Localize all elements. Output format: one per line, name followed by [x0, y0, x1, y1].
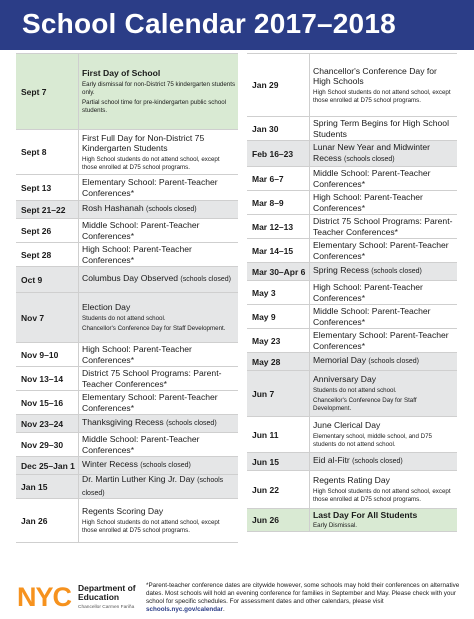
event-title: Elementary School: Parent-Teacher Conferences*	[82, 392, 218, 413]
event-title-line	[82, 302, 236, 313]
calendar-row	[16, 390, 238, 414]
closure-note: (schools closed)	[352, 458, 403, 466]
event-title-line	[82, 506, 236, 517]
event-title-line	[313, 66, 455, 87]
calendar-row	[247, 53, 457, 116]
event-title: Elementary School: Parent-Teacher Conferences*	[313, 330, 449, 351]
event-title: Elementary School: Parent-Teacher Conferences*	[82, 177, 218, 198]
event-title: Regents Scoring Day	[82, 506, 164, 517]
event-description	[309, 371, 457, 416]
event-title: Memorial Day	[313, 355, 367, 366]
event-date: Nov 7	[21, 312, 45, 323]
event-title-line	[313, 306, 455, 327]
event-description	[309, 471, 457, 508]
event-description	[309, 54, 457, 116]
event-title-line	[313, 216, 455, 237]
logo-line1: Department of	[78, 583, 136, 593]
left-column	[16, 53, 238, 543]
event-description	[78, 457, 238, 474]
header-banner	[0, 0, 474, 50]
calendar-row	[247, 370, 457, 416]
calendar-row	[247, 238, 457, 262]
event-date: May 28	[252, 356, 281, 367]
calendar-row	[16, 53, 238, 129]
event-title: Rosh Hashanah	[82, 203, 144, 214]
event-description	[78, 343, 238, 366]
calendar-row	[247, 262, 457, 280]
event-description	[309, 453, 457, 470]
event-title-line	[313, 168, 455, 189]
event-description	[309, 191, 457, 214]
event-title-line	[313, 118, 455, 139]
closure-note: (schools closed)	[82, 477, 224, 497]
logo-subtitle: Chancellor Carmen Fariña	[78, 605, 135, 610]
calendar-row	[247, 416, 457, 452]
event-date: Jan 15	[21, 481, 48, 492]
calendar-row	[16, 200, 238, 218]
event-date: Feb 16–23	[252, 148, 294, 159]
event-title-line	[313, 374, 455, 385]
event-description	[78, 130, 238, 174]
calendar-row	[16, 292, 238, 342]
event-title-line	[82, 244, 236, 265]
event-date: Jan 30	[252, 123, 279, 134]
closure-note: (schools closed)	[371, 268, 422, 276]
event-date: Mar 30–Apr 6	[252, 266, 306, 277]
calendar-row	[247, 166, 457, 190]
event-date: May 3	[252, 287, 276, 298]
event-date: Mar 12–13	[252, 221, 294, 232]
calendar-row	[247, 352, 457, 370]
calendar-row	[247, 304, 457, 328]
event-date: Jun 22	[252, 484, 279, 495]
event-description	[309, 417, 457, 452]
nyc-doe-logo	[17, 583, 143, 615]
event-title: District 75 School Programs: Parent-Teacher Conferences*	[313, 216, 453, 237]
event-title: Regents Rating Day	[313, 475, 390, 486]
event-title: High School: Parent-Teacher Conferences*	[313, 192, 423, 213]
closure-note: (schools closed)	[180, 276, 231, 284]
event-date: Mar 6–7	[252, 173, 284, 184]
event-title-line	[82, 434, 236, 455]
event-title-line	[82, 177, 236, 198]
calendar-row	[16, 474, 238, 498]
calendar-row	[16, 456, 238, 474]
event-note: High School students do not attend school, except those enrolled at D75 school programs.	[82, 518, 220, 534]
event-description	[78, 201, 238, 218]
calendar-row	[16, 498, 238, 543]
page-title: School Calendar 2017–2018	[22, 8, 396, 39]
event-description	[78, 391, 238, 414]
event-note: Elementary school, middle school, and D75 students do not attend school.	[313, 432, 433, 448]
event-description	[309, 167, 457, 190]
event-title-line	[82, 68, 236, 79]
event-description	[78, 293, 238, 342]
right-column	[247, 53, 457, 532]
event-date: Jun 26	[252, 515, 279, 525]
closure-note: (schools closed)	[146, 206, 197, 214]
event-note: Early dismissal for non-District 75 kindergarten students only.	[82, 80, 236, 96]
event-date: Sept 8	[21, 147, 47, 157]
event-title-line	[82, 203, 236, 216]
event-description	[309, 117, 457, 140]
event-date: Nov 23–24	[21, 418, 64, 429]
event-date: Nov 9–10	[21, 349, 59, 360]
calendar-row	[16, 218, 238, 242]
event-description	[309, 305, 457, 328]
event-description	[78, 367, 238, 390]
event-title: Anniversary Day	[313, 374, 377, 385]
event-date: Nov 15–16	[21, 397, 64, 408]
event-description	[309, 509, 457, 531]
event-title: Spring Recess	[313, 265, 369, 276]
calendar-row	[16, 366, 238, 390]
nyc-logo-mark: NYC	[17, 582, 72, 612]
event-title: Lunar New Year and Midwinter Recess	[313, 142, 431, 163]
event-note: High School students do not attend school, except those enrolled at D75 school programs.	[82, 155, 220, 171]
calendar-link[interactable]: schools.nyc.gov/calendar	[146, 606, 223, 614]
event-title-line	[82, 368, 236, 389]
event-description	[309, 141, 457, 166]
event-description	[78, 54, 238, 129]
event-title: Middle School: Parent-Teacher Conferences*	[82, 220, 200, 241]
footer	[0, 578, 474, 619]
event-note: Students do not attend school.	[313, 386, 397, 394]
calendar-row	[16, 174, 238, 200]
event-title: Thanksgiving Recess	[82, 417, 164, 428]
event-description	[78, 243, 238, 266]
event-description	[78, 499, 238, 542]
event-date: Mar 14–15	[252, 245, 294, 256]
event-description	[78, 415, 238, 432]
event-title-line	[313, 282, 455, 303]
event-date: Sept 7	[21, 86, 47, 97]
event-title-line	[313, 142, 455, 165]
event-description	[309, 239, 457, 262]
event-title: High School: Parent-Teacher Conferences*	[82, 244, 192, 265]
event-date: Sept 26	[21, 225, 52, 236]
event-title: June Clerical Day	[313, 420, 381, 431]
event-note: High School students do not attend school, except those enrolled at D75 school programs.	[313, 88, 451, 104]
event-title-line	[313, 355, 455, 368]
event-date: May 23	[252, 335, 281, 346]
calendar-row	[247, 280, 457, 304]
event-title: Columbus Day Observed	[82, 273, 179, 284]
footnote-end: .	[223, 606, 225, 614]
event-description	[309, 215, 457, 238]
event-title-line	[82, 344, 236, 365]
event-title: Election Day	[82, 302, 131, 313]
logo-line2: Education	[78, 592, 120, 602]
calendar-row	[16, 129, 238, 174]
calendar-row	[247, 190, 457, 214]
event-title: Middle School: Parent-Teacher Conferences*	[313, 168, 431, 189]
event-title-line	[313, 330, 455, 351]
event-title: Winter Recess	[82, 459, 138, 470]
event-title-line	[313, 192, 455, 213]
calendar-row	[247, 328, 457, 352]
event-date: Nov 29–30	[21, 439, 64, 450]
event-note: Students do not attend school.	[82, 314, 166, 322]
event-date: Mar 8–9	[252, 197, 284, 208]
event-date: May 9	[252, 311, 276, 322]
calendar-row	[247, 116, 457, 140]
event-title-line	[82, 417, 236, 430]
event-date: Nov 13–14	[21, 373, 64, 384]
closure-note: (schools closed)	[368, 358, 419, 366]
calendar-row	[247, 140, 457, 166]
event-description	[309, 281, 457, 304]
event-title: Dr. Martin Luther King Jr. Day	[82, 474, 195, 484]
calendar-row	[247, 452, 457, 470]
calendar-row	[16, 242, 238, 266]
event-title: High School: Parent-Teacher Conferences*	[313, 282, 423, 303]
footnote	[146, 582, 461, 614]
event-description	[309, 353, 457, 370]
closure-note: (schools closed)	[344, 155, 395, 163]
event-title-line	[313, 455, 455, 468]
event-title: Elementary School: Parent-Teacher Conferences*	[313, 240, 449, 261]
event-title-line	[313, 265, 455, 278]
event-title-line	[82, 273, 236, 286]
calendar-row	[247, 470, 457, 508]
event-title: Last Day For All Students	[313, 509, 418, 520]
calendar-row	[16, 432, 238, 456]
event-note: Partial school time for pre-kindergarten public school students.	[82, 98, 227, 114]
event-title-line	[82, 133, 236, 154]
event-date: Dec 25–Jan 1	[21, 460, 75, 471]
event-title-line	[313, 420, 455, 431]
event-title-line	[313, 475, 455, 486]
event-note: High School students do not attend school, except those enrolled at D75 school programs.	[313, 487, 451, 503]
event-description	[309, 329, 457, 352]
event-title-line	[313, 240, 455, 261]
event-date: Sept 21–22	[21, 204, 66, 215]
event-description	[78, 267, 238, 292]
event-description	[78, 475, 238, 498]
event-description	[309, 263, 457, 280]
event-note: Chancellor's Conference Day for Staff Development.	[82, 324, 226, 332]
event-date: Jan 26	[21, 515, 48, 526]
calendar-row	[16, 266, 238, 292]
event-title: Chancellor's Conference Day for High Schools	[313, 65, 437, 86]
event-date: Oct 9	[21, 274, 43, 285]
event-date: Jan 29	[252, 80, 279, 90]
event-title: High School: Parent-Teacher Conferences*	[82, 344, 192, 365]
logo-text	[78, 584, 136, 602]
footnote-text: *Parent-teacher conference dates are citywide however, some schools may hold their conferences on alternative dates. Most schools will hold an evening conference for families in September and May. Please check with your school for specific schedules. For assessment dates and other calendars, please visit	[146, 582, 460, 606]
closure-note: (schools closed)	[140, 462, 191, 470]
event-description	[78, 433, 238, 456]
event-title-line	[82, 220, 236, 241]
closure-note: (schools closed)	[166, 420, 217, 428]
event-date: Jun 15	[252, 456, 279, 467]
event-title: Eid al-Fitr	[313, 455, 350, 466]
calendar-row	[16, 342, 238, 366]
calendar-row	[247, 508, 457, 532]
event-title-line	[82, 459, 236, 472]
event-note: Early Dismissal.	[313, 522, 358, 530]
event-title-line	[82, 392, 236, 413]
event-title: First Full Day for Non-District 75 Kindergarten Students	[82, 132, 205, 153]
event-description	[78, 175, 238, 200]
event-title-line	[313, 510, 455, 521]
calendar-row	[247, 214, 457, 238]
event-date: Sept 28	[21, 249, 52, 260]
event-title: Middle School: Parent-Teacher Conferences*	[82, 434, 200, 455]
event-date: Jun 7	[252, 388, 275, 399]
event-date: Jun 11	[252, 429, 279, 440]
calendar-row	[16, 414, 238, 432]
event-title-line	[82, 474, 236, 498]
event-title: Middle School: Parent-Teacher Conferences*	[313, 306, 431, 327]
event-description	[78, 219, 238, 242]
event-note: Chancellor's Conference Day for Staff Development.	[313, 396, 417, 412]
event-title: Spring Term Begins for High School Students	[313, 118, 449, 139]
event-date: Sept 13	[21, 182, 52, 193]
event-title: First Day of School	[82, 68, 161, 79]
event-title: District 75 School Programs: Parent-Teacher Conferences*	[82, 368, 222, 389]
